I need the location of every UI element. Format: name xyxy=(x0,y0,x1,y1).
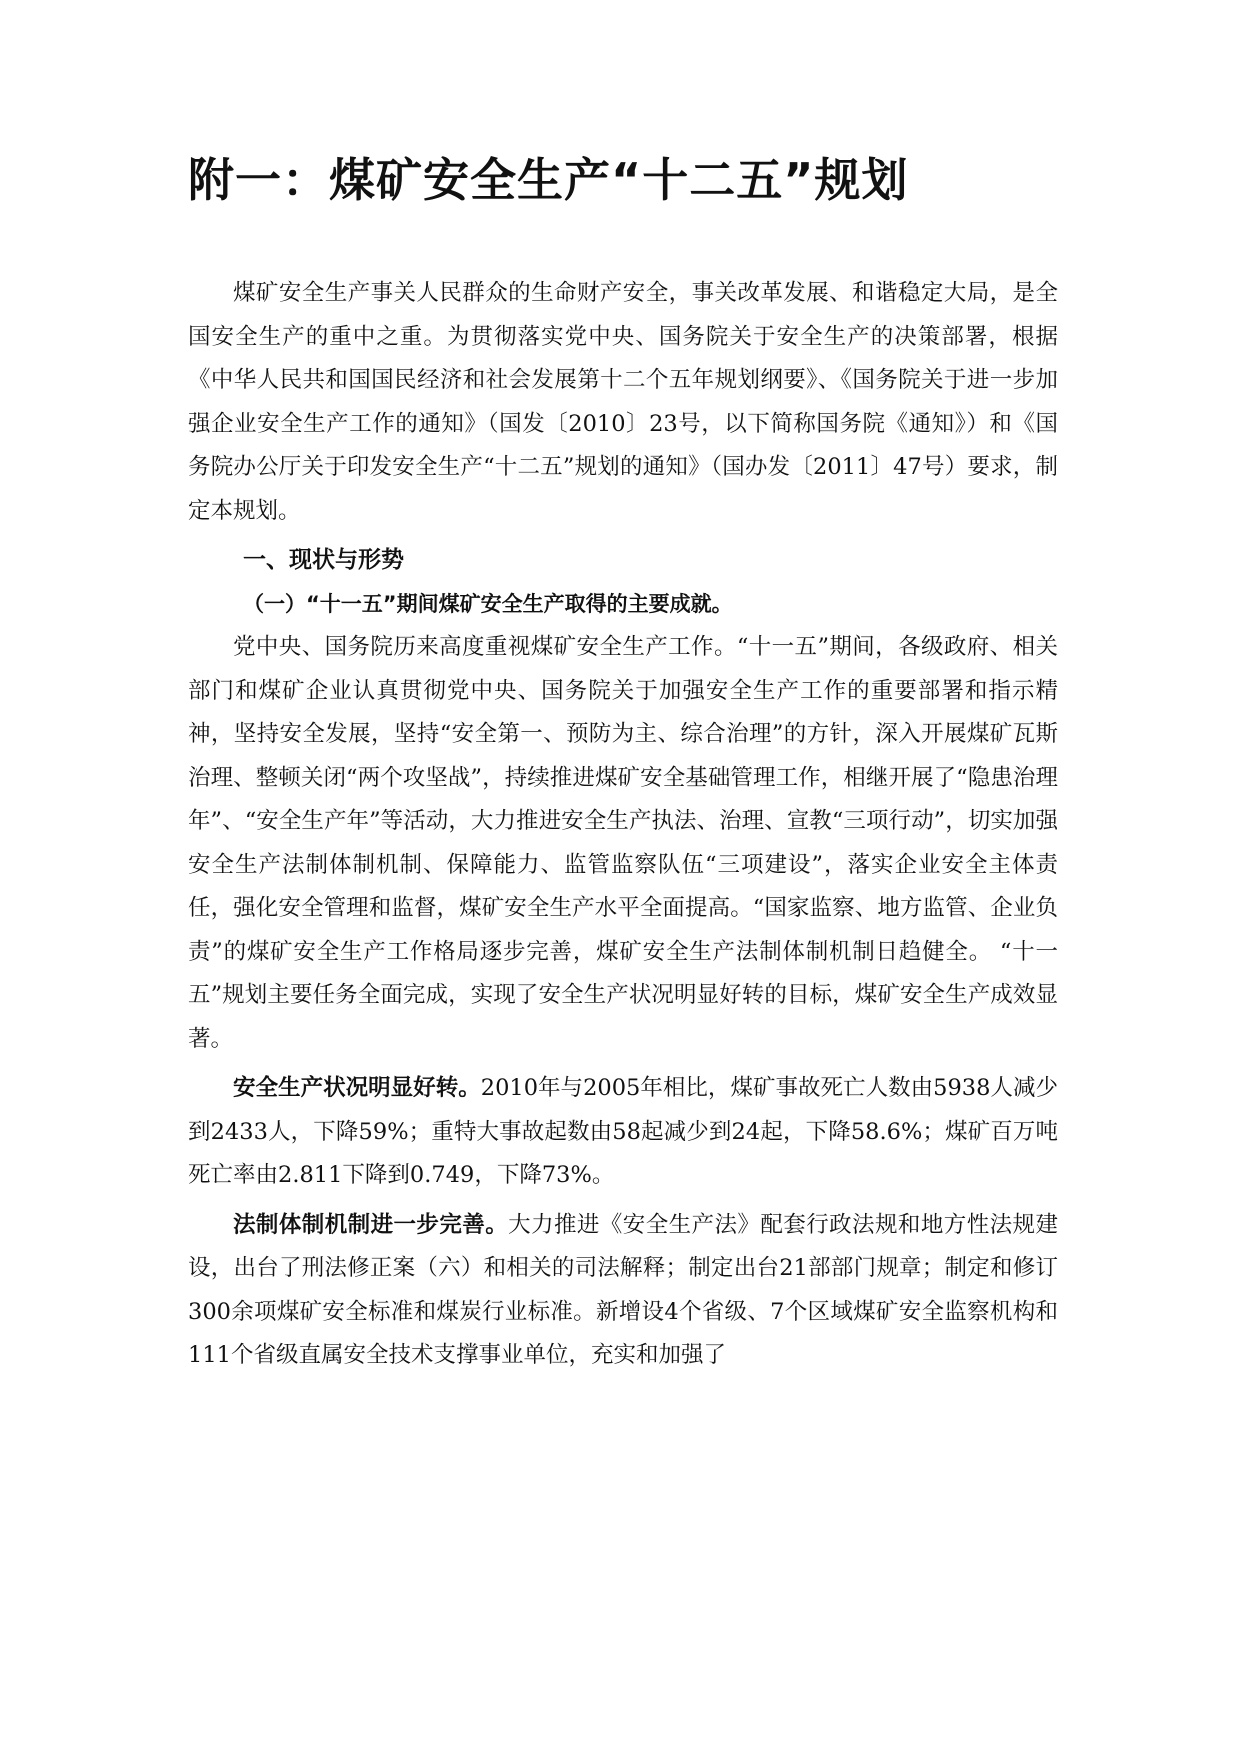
safety-improvement-body: 2010年与2005年相比，煤矿事故死亡人数由5938人减少到2433人，下降59%；重特大事故起数由58起减少到24起，下降58.6%；煤矿百万吨死亡率由2.811下降到0.749，下降73%。 xyxy=(188,1075,1058,1188)
legal-system-paragraph xyxy=(188,1204,1058,1378)
document-title: 附一：煤矿安全生产“十二五”规划 xyxy=(188,153,909,207)
subsection-heading-achievements: （一）“十一五”期间煤矿安全生产取得的主要成就。 xyxy=(243,591,733,616)
achievements-paragraph: 党中央、国务院历来高度重视煤矿安全生产工作。“十一五”期间，各级政府、相关部门和煤矿企业认真贯彻党中央、国务院关于加强安全生产工作的重要部署和指示精神，坚持安全发展，坚持“安全第一、预防为主、综合治理”的方针，深入开展煤矿瓦斯治理、整顿关闭“两个攻坚战”，持续推进煤矿安全基础管理工作，相继开展了“隐患治理年”、“安全生产年”等活动，大力推进安全生产执法、治理、宣教“三项行动”，切实加强安全生产法制体制机制、保障能力、监管监察队伍“三项建设”，落实企业安全主体责任，强化安全管理和监督，煤矿安全生产水平全面提高。“国家监察、地方监管、企业负责”的煤矿安全生产工作格局逐步完善，煤矿安全生产法制体制机制日趋健全。 “十一五”规划主要任务全面完成，实现了安全生产状况明显好转的目标，煤矿安全生产成效显著。 xyxy=(188,634,1058,1052)
legal-system-lead: 法制体制机制进一步完善。 xyxy=(233,1211,509,1238)
legal-system-body: 大力推进《安全生产法》配套行政法规和地方性法规建设，出台了刑法修正案（六）和相关的司法解释；制定出台21部部门规章；制定和修订300余项煤矿安全标准和煤炭行业标准。新增设4个省级、7个区域煤矿安全监察机构和111个省级直属安全技术支撑事业单位，充实和加强了 xyxy=(188,1211,1058,1368)
intro-paragraph: 煤矿安全生产事关人民群众的生命财产安全，事关改革发展、和谐稳定大局，是全国安全生产的重中之重。为贯彻落实党中央、国务院关于安全生产的决策部署，根据《中华人民共和国国民经济和社会发展第十二个五年规划纲要》、《国务院关于进一步加强企业安全生产工作的通知》（国发〔2010〕23号，以下简称国务院《通知》）和《国务院办公厅关于印发安全生产“十二五”规划的通知》（国办发〔2011〕47号）要求，制定本规划。 xyxy=(188,280,1058,524)
section-heading-status: 一、现状与形势 xyxy=(243,547,404,573)
document-body xyxy=(188,272,1058,1378)
safety-improvement-paragraph xyxy=(188,1067,1058,1198)
safety-improvement-lead: 安全生产状况明显好转。 xyxy=(233,1075,481,1101)
